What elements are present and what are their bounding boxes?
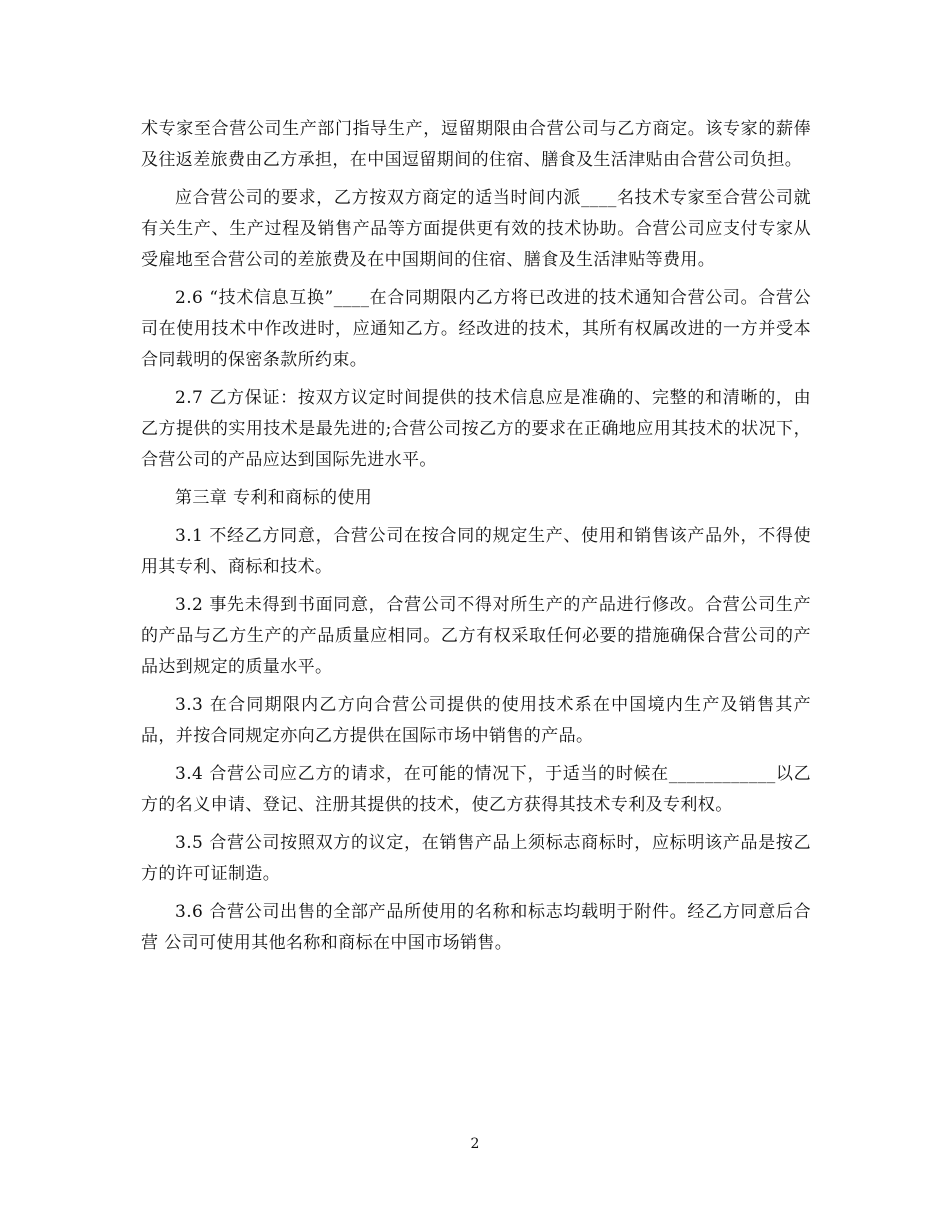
paragraph-3-5: 3.5 合营公司按照双方的议定，在销售产品上须标志商标时，应标明该产品是按乙方的许可证制造。 — [141, 833, 811, 884]
paragraph-2-7: 2.7 乙方保证：按双方议定时间提供的技术信息应是准确的、完整的和清晰的，由乙方提供的实用技术是最先进的;合营公司按乙方的要求在正确地应用其技术的状况下，合营公司的产品应达到国际先进水平。 — [141, 388, 811, 470]
paragraph-3-6: 3.6 合营公司出售的全部产品所使用的名称和标志均载明于附件。经乙方同意后合营 公司可使用其他名称和商标在中国市场销售。 — [141, 902, 811, 953]
paragraph-3-2: 3.2 事先未得到书面同意，合营公司不得对所生产的产品进行修改。合营公司生产的产品与乙方生产的产品质量应相同。乙方有权采取任何必要的措施确保合营公司的产品达到规定的质量水平。 — [141, 595, 811, 677]
document-body — [141, 114, 811, 966]
paragraph-2-6: 2.6 “技术信息互换”____在合同期限内乙方将已改进的技术通知合营公司。合营公司在使用技术中作改进时，应通知乙方。经改进的技术，其所有权属改进的一方并受本合同载明的保密条款所约束。 — [141, 288, 811, 370]
paragraph-expert-assistance: 应合营公司的要求，乙方按双方商定的适当时间内派____名技术专家至合营公司就有关生产、生产过程及销售产品等方面提供更有效的技术协助。合营公司应支付专家从受雇地至合营公司的差旅费及在中国期间的住宿、膳食及生活津贴等费用。 — [141, 188, 811, 270]
chapter-heading: 第三章 专利和商标的使用 — [175, 488, 373, 508]
paragraph-3-3: 3.3 在合同期限内乙方向合营公司提供的使用技术系在中国境内生产及销售其产品，并按合同规定亦向乙方提供在国际市场中销售的产品。 — [141, 695, 811, 746]
paragraph-3-1: 3.1 不经乙方同意，合营公司在按合同的规定生产、使用和销售该产品外，不得使用其专利、商标和技术。 — [141, 526, 811, 577]
paragraph-3-4: 3.4 合营公司应乙方的请求，在可能的情况下，于适当的时候在____________以乙方的名义申请、登记、注册其提供的技术，使乙方获得其技术专利及专利权。 — [141, 764, 811, 815]
page-number: 2 — [470, 1136, 480, 1152]
paragraph-continuation: 术专家至合营公司生产部门指导生产，逗留期限由合营公司与乙方商定。该专家的薪俸及往返差旅费由乙方承担，在中国逗留期间的住宿、膳食及生活津贴由合营公司负担。 — [141, 119, 811, 170]
